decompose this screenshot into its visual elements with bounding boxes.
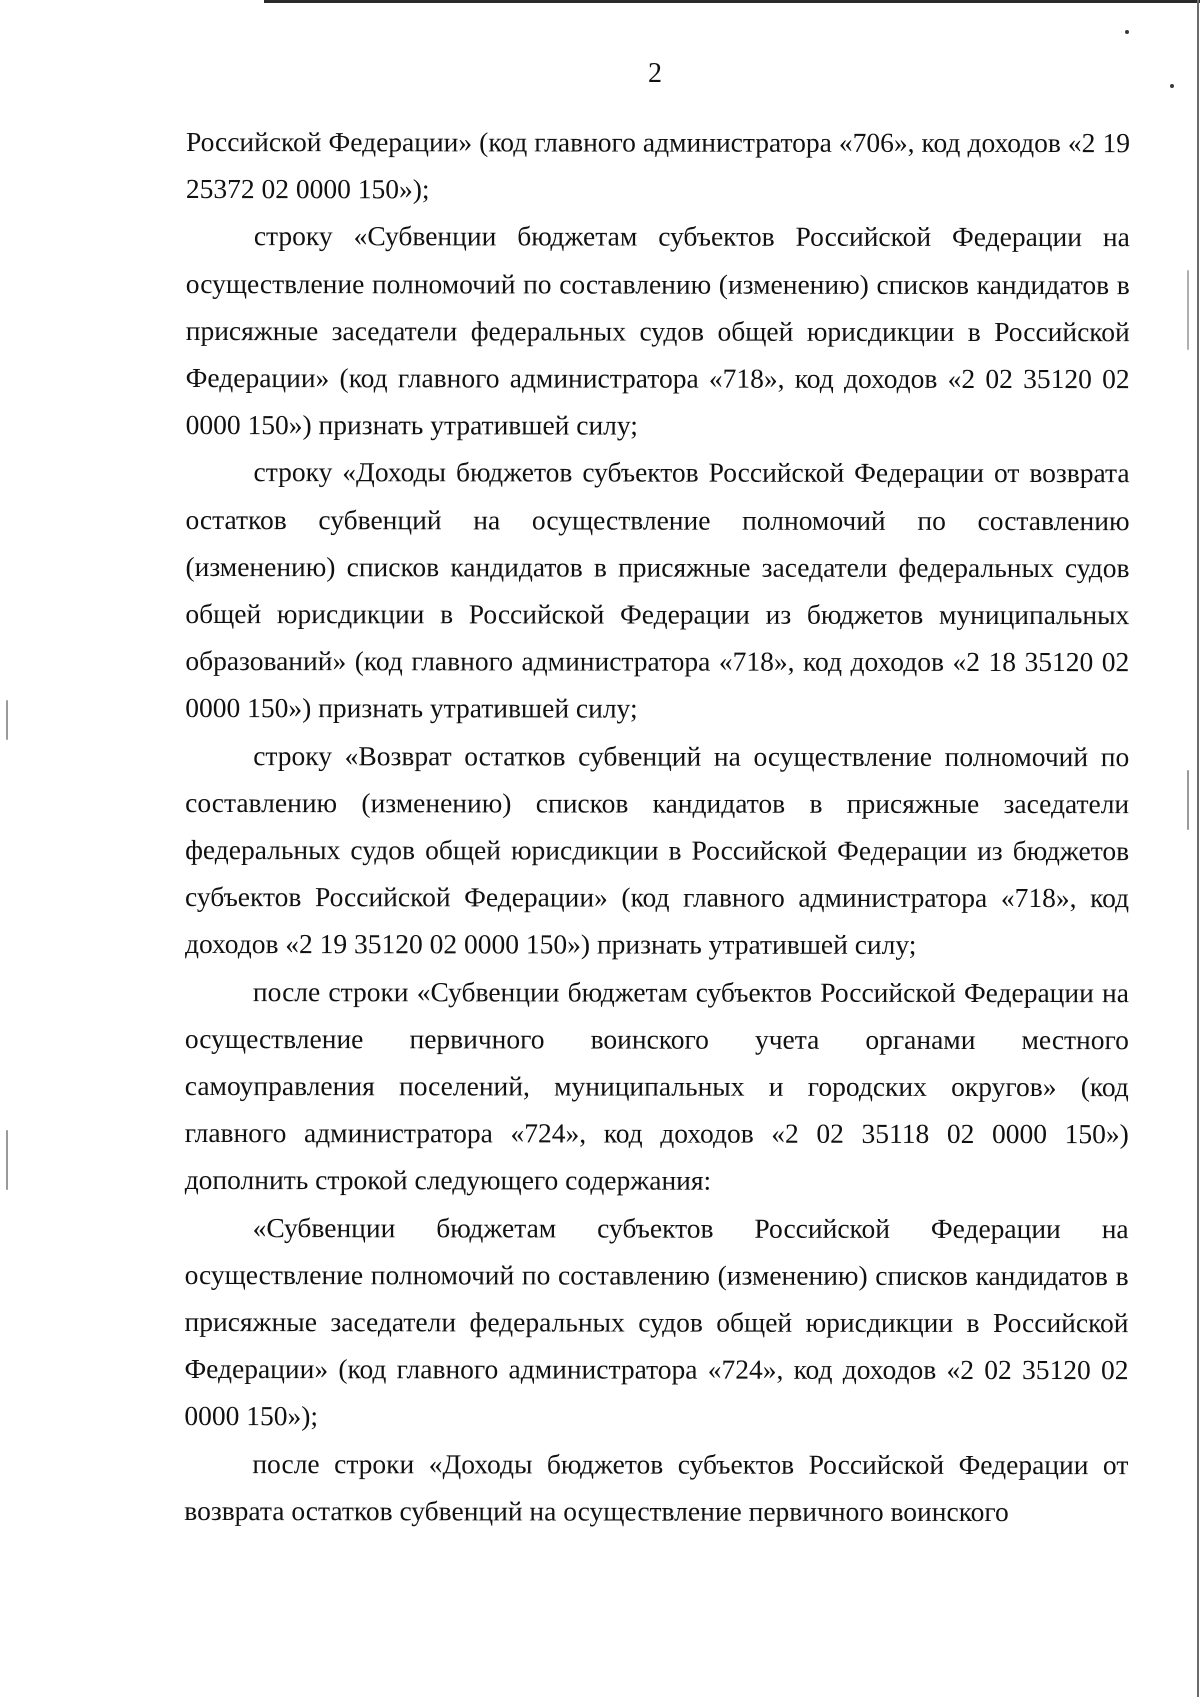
scan-speck	[1170, 84, 1174, 88]
paragraph-3: строку «Доходы бюджетов субъектов Российской Федерации от возврата остатков субвенций на осуществление полномочий по составлению (изменению) списков кандидатов в присяжные заседатели федеральных судов общей юрисдикции в Российской Федерации из бюджетов муниципальных образований» (код главного администратора «718», код доходов «2 18 35120 02 0000 150») признать утратившей силу;	[185, 456, 1130, 724]
right-border-line	[1197, 0, 1199, 1697]
scan-speck	[1125, 30, 1129, 34]
paragraph-4: строку «Возврат остатков субвенций на осуществление полномочий по составлению (изменению) списков кандидатов в присяжные заседатели федеральных судов общей юрисдикции в Российской Федерации из бюджетов субъектов Российской Федерации» (код главного администратора «718», код доходов «2 19 35120 02 0000 150») признать утратившей силу;	[184, 739, 1130, 961]
paragraph-6: «Субвенции бюджетам субъектов Российской Федерации на осуществление полномочий по составлению (изменению) списков кандидатов в присяжные заседатели федеральных судов общей юрисдикции в Российской Федерации» (код главного администратора «724», код доходов «2 02 35120 02 0000 150»);	[184, 1211, 1129, 1432]
scan-speck	[1187, 770, 1189, 830]
top-border-line	[264, 0, 1200, 3]
paragraph-1: Российской Федерации» (код главного администратора «706», код доходов «2 19 25372 02 0000 150»);	[185, 125, 1130, 205]
scan-speck	[1187, 270, 1189, 350]
paragraph-2: строку «Субвенции бюджетам субъектов Российской Федерации на осуществление полномочий по составлению (изменению) списков кандидатов в присяжные заседатели федеральных судов общей юрисдикции в Российской Федерации» (код главного администратора «718», код доходов «2 02 35120 02 0000 150») признать утратившей силу;	[185, 220, 1130, 441]
paragraph-7: после строки «Доходы бюджетов субъектов Российской Федерации от возврата остатков субвенций на осуществление первичного воинского	[184, 1447, 1129, 1527]
page-number: 2	[648, 58, 662, 89]
scan-speck	[6, 1130, 8, 1190]
scan-speck	[6, 700, 8, 740]
document-body	[184, 118, 1130, 1535]
paragraph-5: после строки «Субвенции бюджетам субъектов Российской Федерации на осуществление первичного воинского учета органами местного самоуправления поселений, муниципальных и городских округов» (код главного администратора «724», код доходов «2 02 35118 02 0000 150») дополнить строкой следующего содержания:	[184, 975, 1129, 1197]
